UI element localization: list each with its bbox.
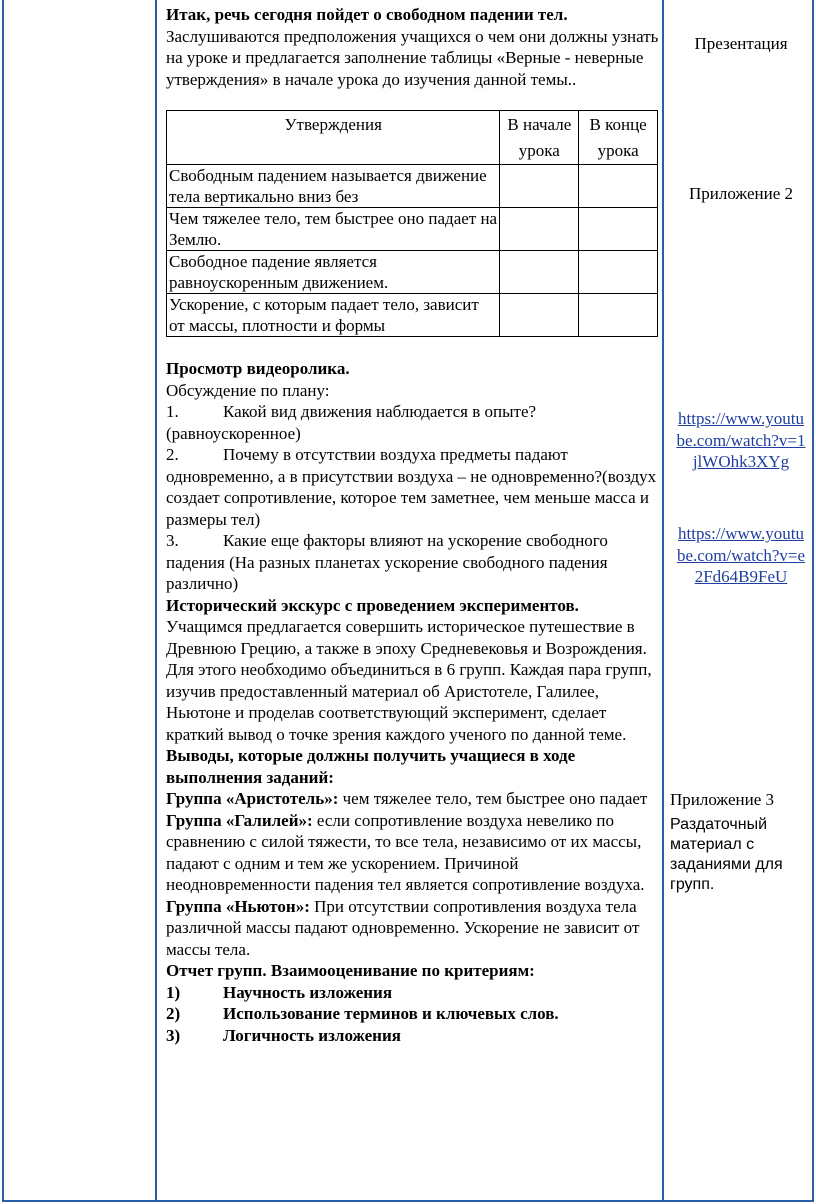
answer-start-cell[interactable]	[500, 251, 579, 294]
item-text: Какой вид движения наблюдается в опыте?	[223, 402, 537, 421]
table-row	[167, 165, 658, 208]
video-link-1[interactable]	[668, 408, 814, 473]
group-label: Группа «Аристотель»:	[166, 789, 339, 808]
criterion-item	[166, 1003, 662, 1025]
criterion-text: Научность изложения	[223, 982, 393, 1002]
table-row	[167, 251, 658, 294]
intro-heading: Итак, речь сегодня пойдет о свободном падении тел.	[166, 5, 568, 24]
group-text: если сопротивление воздуха невелико по сравнению с силой тяжести, то все тела, независимо от их массы, падают с одним и тем же ускорением. Причиной неодновременности падения тел является сопротивление воздуха.	[166, 810, 645, 894]
history-heading: Исторический экскурс с проведением экспериментов.	[166, 595, 579, 615]
conclusions-heading: Выводы, которые должны получить учащиеся в ходе выполнения заданий:	[166, 746, 576, 787]
report-heading: Отчет групп. Взаимооценивание по критериям:	[166, 961, 535, 980]
answer-start-cell[interactable]	[500, 294, 579, 337]
link-line: https://www.youtu	[678, 524, 804, 543]
group-label: Группа «Галилей»:	[166, 810, 313, 830]
group-label: Группа «Ньютон»:	[166, 896, 310, 916]
list-item	[166, 530, 662, 552]
item-continuation: (равноускоренное)	[166, 423, 301, 443]
column-divider-left	[155, 0, 157, 1202]
video-heading: Просмотр видеоролика.	[166, 359, 350, 378]
answer-end-cell[interactable]	[579, 208, 658, 251]
table-row	[167, 294, 658, 337]
statements-table	[166, 110, 658, 337]
intro-text: Заслушиваются предположения учащихся о чем они должны узнать на уроке и предлагается заполнение таблицы «Верные - неверные утверждения» в начале урока до изучения данной темы..	[166, 26, 659, 89]
criterion-text: Использование терминов и ключевых слов.	[223, 1004, 559, 1023]
header-statements: Утверждения	[167, 111, 500, 165]
statement-cell: Свободным падением называется движение тела вертикально вниз без	[167, 165, 500, 208]
group-conclusion	[166, 788, 662, 810]
link-line: be.com/watch?v=1	[676, 430, 806, 450]
link-line: jlWOhk3XYg	[692, 452, 790, 471]
group-text: чем тяжелее тело, тем быстрее оно падает	[338, 789, 648, 808]
link-line: be.com/watch?v=e	[676, 545, 806, 565]
criterion-number: 3)	[166, 1025, 181, 1045]
answer-start-cell[interactable]	[500, 208, 579, 251]
item-number: 2.	[166, 445, 179, 464]
header-end: В конце урока	[579, 111, 658, 165]
criterion-number: 1)	[166, 982, 181, 1002]
statement-cell: Ускорение, с которым падает тело, зависит от массы, плотности и формы	[167, 294, 500, 337]
appendix-3-label: Приложение 3	[670, 790, 774, 809]
group-text: При отсутствии сопротивления воздуха тела различной массы падают одновременно. Ускорение не зависит от массы тела.	[166, 896, 640, 959]
column-divider-right	[662, 0, 664, 1202]
item-number: 1.	[166, 402, 179, 421]
table-header-row	[167, 111, 658, 165]
plan-label: Обсуждение по плану:	[166, 380, 330, 400]
answer-end-cell[interactable]	[579, 165, 658, 208]
criterion-item	[166, 982, 662, 1004]
statement-cell: Чем тяжелее тело, тем быстрее оно падает на Землю.	[167, 208, 500, 251]
group-conclusion	[166, 896, 662, 961]
intro-section	[166, 4, 662, 90]
group-conclusion	[166, 810, 662, 896]
item-continuation: одновременно, а в присутствии воздуха – не одновременно?(воздух создает сопротивление, которое тем заметнее, чем меньше масса и размеры тел)	[166, 466, 657, 529]
answer-start-cell[interactable]	[500, 165, 579, 208]
appendix-2-label: Приложение 2	[689, 184, 793, 203]
link-line: https://www.youtu	[678, 409, 804, 428]
item-text: Какие еще факторы влияют на ускорение свободного	[223, 531, 608, 550]
link-line: 2Fd64B9FeU	[694, 567, 788, 586]
criterion-text: Логичность изложения	[223, 1025, 401, 1045]
presentation-label: Презентация	[694, 34, 788, 53]
table-row	[167, 208, 658, 251]
plan-list	[166, 401, 662, 595]
handout-note: Раздаточный материал с заданиями для групп.	[670, 816, 783, 893]
item-number: 3.	[166, 531, 179, 550]
criterion-number: 2)	[166, 1004, 181, 1023]
list-item	[166, 401, 662, 423]
video-link-2[interactable]	[668, 523, 814, 588]
statement-cell: Свободное падение является равноускоренным движением.	[167, 251, 500, 294]
criterion-item	[166, 1025, 662, 1047]
history-text: Учащимся предлагается совершить историческое путешествие в Древнюю Грецию, а также в эпоху Средневековья и Возрождения. Для этого необходимо объединиться в 6 групп. Каждая пара групп, изучив предоставленный материал об Аристотеле, Галилее, Ньютоне и проделав соответствующий эксперимент, сделает краткий вывод о точке зрения каждого ученого по данной теме.	[166, 617, 652, 744]
list-item	[166, 444, 662, 466]
header-start: В начале урока	[500, 111, 579, 165]
item-text: Почему в отсутствии воздуха предметы падают	[223, 445, 568, 464]
answer-end-cell[interactable]	[579, 251, 658, 294]
content-column	[166, 4, 662, 1046]
answer-end-cell[interactable]	[579, 294, 658, 337]
item-continuation: падения (На разных планетах ускорение свободного падения различно)	[166, 552, 608, 593]
